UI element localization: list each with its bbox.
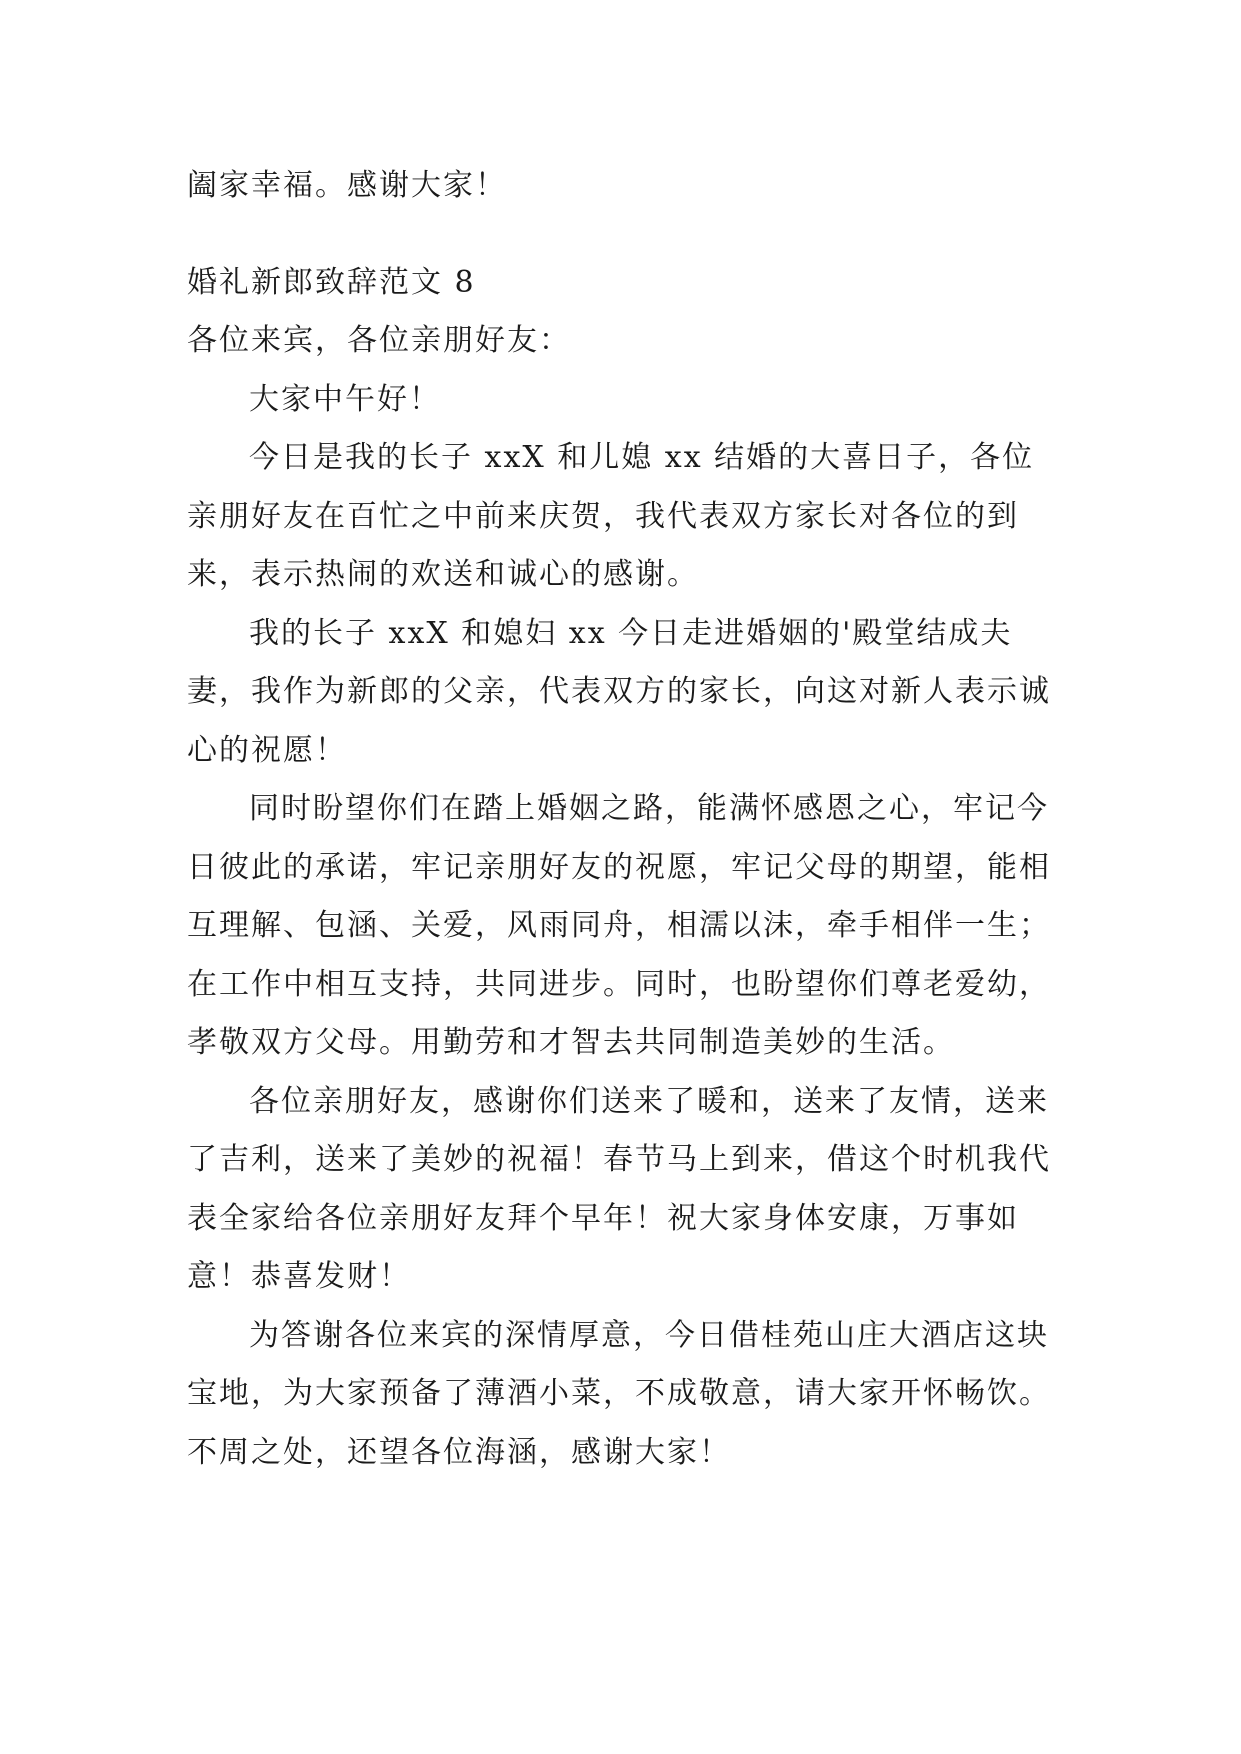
paragraph: 各位亲朋好友，感谢你们送来了暖和，送来了友情，送来了吉利，送来了美妙的祝福！春节马上到来，借这个时机我代表全家给各位亲朋好友拜个早年！祝大家身体安康，万事如意！恭喜发财！ xyxy=(187,1083,1051,1294)
paragraph: 大家中午好！ xyxy=(249,381,441,417)
paragraph: 今日是我的长子 xxX 和儿媳 xx 结婚的大喜日子，各位亲朋好友在百忙之中前来庆贺，我代表双方家长对各位的到来，表示热闹的欢送和诚心的感谢。 xyxy=(187,440,1035,592)
continuation-text: 阖家幸福。感谢大家！ xyxy=(187,168,507,203)
salutation: 各位来宾，各位亲朋好友： xyxy=(187,323,571,358)
document-body xyxy=(187,157,1055,1482)
paragraph: 我的长子 xxX 和媳妇 xx 今日走进婚姻的'殿堂结成夫妻，我作为新郎的父亲，代表双方的家长，向这对新人表示诚心的祝愿！ xyxy=(187,615,1051,768)
paragraph: 为答谢各位来宾的深情厚意，今日借桂苑山庄大酒店这块宝地，为大家预备了薄酒小菜，不成敬意，请大家开怀畅饮。不周之处，还望各位海涵，感谢大家！ xyxy=(187,1317,1051,1470)
paragraph: 同时盼望你们在踏上婚姻之路，能满怀感恩之心，牢记今日彼此的承诺，牢记亲朋好友的祝愿，牢记父母的期望，能相互理解、包涵、关爱，风雨同舟，相濡以沫，牵手相伴一生；在工作中相互支持，共同进步。同时，也盼望你们尊老爱幼，孝敬双方父母。用勤劳和才智去共同制造美妙的生活。 xyxy=(187,791,1051,1060)
document-title: 婚礼新郎致辞范文 8 xyxy=(187,264,476,300)
